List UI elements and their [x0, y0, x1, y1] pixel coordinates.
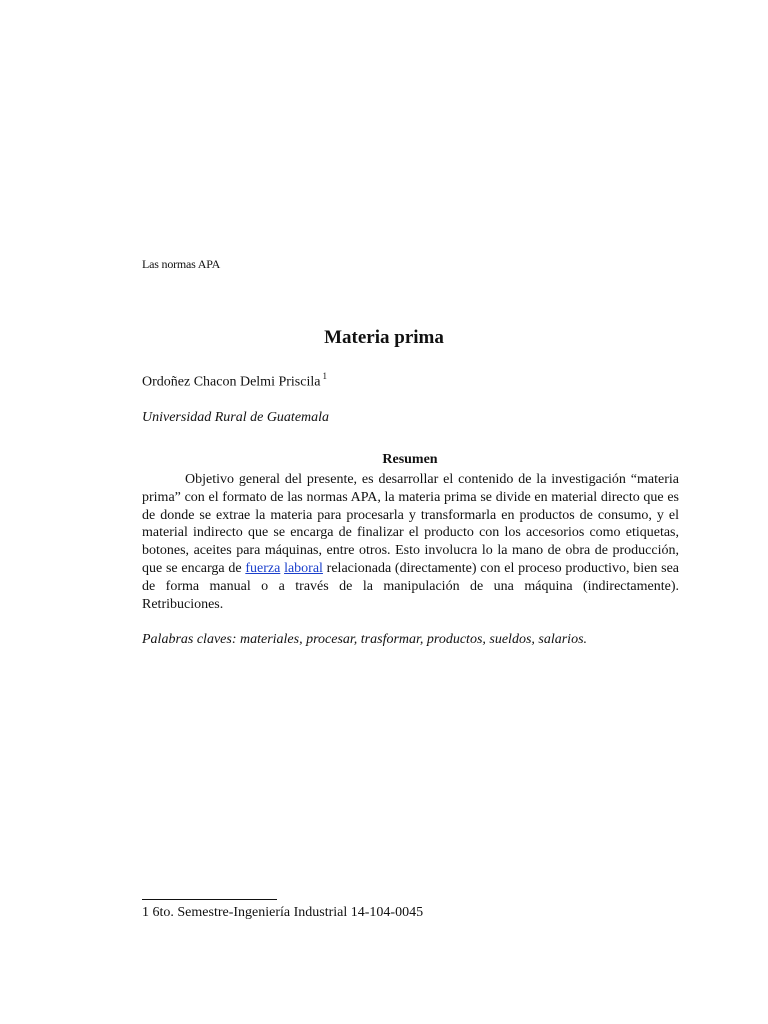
document-title: Materia prima	[324, 327, 444, 348]
footnote: 1 6to. Semestre-Ingeniería Industrial 14-104-0045	[142, 905, 424, 920]
link-laboral[interactable]: laboral	[284, 560, 323, 576]
abstract-heading: Resumen	[382, 452, 438, 467]
keywords: Palabras claves: materiales, procesar, trasformar, productos, sueldos, salarios.	[142, 632, 588, 647]
abstract-body	[142, 471, 679, 613]
footnote-separator	[142, 899, 277, 900]
link-fuerza[interactable]: fuerza	[245, 560, 281, 576]
abstract-text-part-1: Objetivo general del presente, es desarrollar el contenido de la investigación “materia prima” con el formato de las normas APA, la materia prima se divide en material directo que es de donde se extrae la materia para procesarla y transformarla en productos de consumo, y el material indirecto que se encarga de finalizar el producto con los accesorios como etiquetas, botones, aceites para máquinas, entre otros. Esto involucra lo la mano de obra de producción, que se encarga de	[142, 472, 679, 576]
abstract-text-part-2: relacionada (directamente) con el proceso productivo, bien sea de forma manual o a través de la manipulación de una máquina (indirectamente). Retribuciones.	[142, 560, 680, 612]
author-footnote-mark: 1	[322, 371, 327, 381]
author-line	[142, 372, 327, 391]
affiliation: Universidad Rural de Guatemala	[142, 410, 330, 425]
running-header: Las normas APA	[142, 257, 221, 271]
author-name: Ordoñez Chacon Delmi Priscila	[142, 374, 321, 390]
